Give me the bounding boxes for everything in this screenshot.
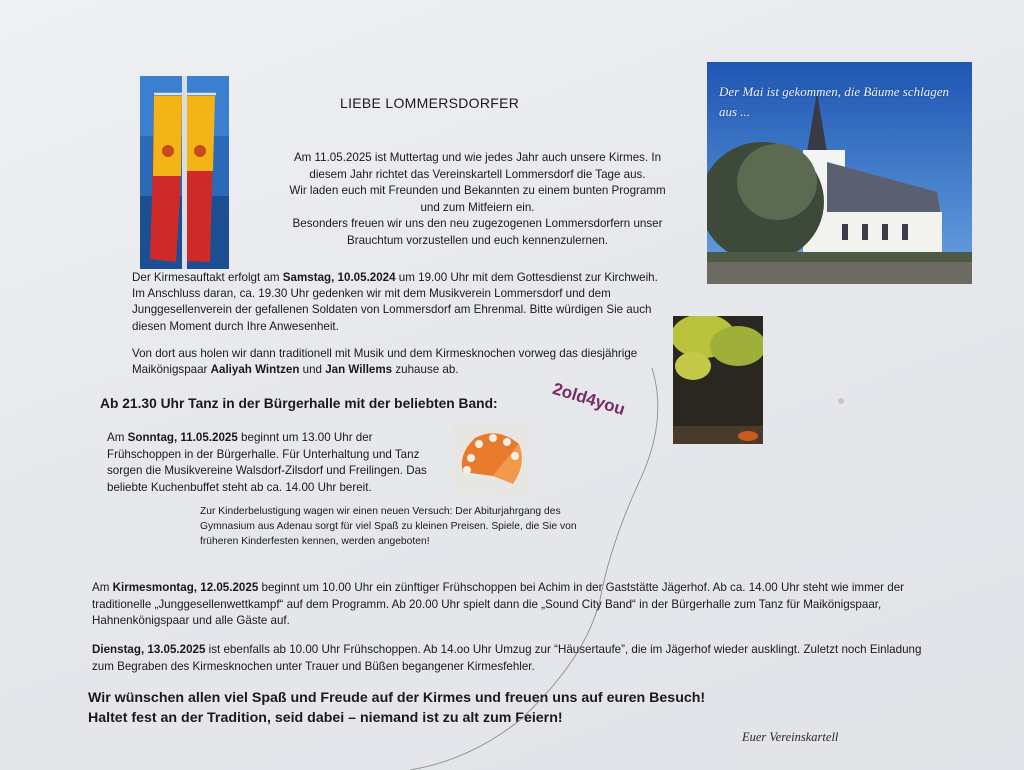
text-span: Am (107, 431, 128, 444)
dance-heading: Ab 21.30 Uhr Tanz in der Bürgerhalle mit der beliebten Band: (100, 396, 498, 411)
date-monday: Kirmesmontag, 12.05.2025 (112, 581, 259, 594)
kids-paragraph: Zur Kinderbelustigung wagen wir einen neuen Versuch: Der Abiturjahrgang des Gymnasium aus Adenau sorgt für viel Spaß zu kleinen Preisen. Spiele, die Sie von früheren Kinderfesten kennen, werden angeboten! (200, 506, 577, 547)
text-span: beginnt um 13.00 Uhr der Frühschoppen in der Bürgerhalle. Für Unterhaltung und Tanz sorgen die Musikvereine Walsdorf-Zilsdorf und Freilingen. Das beliebte Kuchenbuffet steht ab ca. 14.00 Uhr bereit. (107, 431, 427, 494)
closing-line: Haltet fest an der Tradition, seid dabei – niemand ist zu alt zum Feiern! (88, 710, 563, 726)
intro-line: Wir laden euch mit Freunden und Bekannten zu einem bunten Programm (289, 184, 666, 197)
kirmes-start-paragraph (132, 270, 672, 335)
band-name: 2old4you (550, 379, 628, 419)
flags-image (140, 76, 229, 269)
text-span: Von dort aus holen wir dann traditionell mit Musik und dem Kirmesknochen vorweg das diesjährige Maikönigspaar (132, 347, 638, 377)
text-span: zuhause ab. (392, 363, 459, 377)
intro-line: und zum Mitfeiern ein. (420, 200, 535, 214)
name-queen: Aaliyah Wintzen (210, 363, 300, 377)
tree-image (673, 316, 763, 444)
text-span: um 19.00 Uhr mit dem Gottesdienst zur Kirchweih. Im Anschluss daran, ca. 19.30 Uhr gedenken wir mit dem Musikverein Lommersdorf und dem Junggesellenverein der gefallenen Soldaten von Lommersdorf am Ehrenmal. Bitte würdigen Sie auch diesen Moment durch Ihre Anwesenheit. (132, 271, 658, 333)
signature: Euer Vereinskartell (742, 730, 839, 744)
intro-line: Brauchtum vorzustellen und euch kennenzulernen. (346, 233, 609, 247)
intro-line: Besonders freuen wir uns den neu zugezogenen Lommersdorfern unser (292, 217, 663, 230)
intro-text (255, 150, 700, 249)
tuesday-paragraph (92, 642, 922, 675)
text-span: beginnt um 10.00 Uhr ein zünftiger Frühschoppen bei Achim in der Gaststätte Jägerhof. Ab ca. 14.00 Uhr steht wie immer der traditionelle „Junggesellenwettkampf“ auf dem Programm. Ab 20.00 Uhr spielt dann die „Sound City Band“ in der Bürgerhalle zum Tanz für Maikönigspaar, Hahnenkönigspaar und alle Gäste auf. (92, 581, 905, 628)
text-span: Der Kirmesauftakt erfolgt am (132, 271, 283, 284)
text-span: Am (92, 581, 113, 594)
text-span: und (299, 363, 326, 377)
sunday-paragraph (107, 430, 442, 496)
page-title: LIEBE LOMMERSDORFER (340, 95, 520, 111)
closing-text (88, 688, 908, 728)
intro-line: diesem Jahr richtet das Vereinskartell Lommersdorf die Tage aus. (309, 167, 646, 181)
name-king: Jan Willems (325, 363, 393, 377)
monday-paragraph (92, 580, 922, 630)
text-span: ist ebenfalls ab 10.00 Uhr Frühschoppen. Ab 14.oo Uhr Umzug zur “Häusertaufe”, die im Jägerhof wieder ausklingt. Zuletzt noch Einladung zum Begraben des Kirmesknochen unter Trauer und Büßen begangener Kirmesfehler. (92, 643, 922, 673)
closing-line: Wir wünschen allen viel Spaß und Freude auf der Kirmes und freuen uns auf euren Besuch! (88, 690, 706, 706)
date-saturday: Samstag, 10.05.2024 (282, 271, 396, 284)
church-caption: Der Mai ist gekommen, die Bäume schlagen aus ... (719, 84, 949, 119)
maikoenigspaar-paragraph (132, 346, 652, 378)
cake-image (453, 424, 529, 494)
paper-speck (838, 398, 844, 404)
intro-line: Am 11.05.2025 ist Muttertag und wie jedes Jahr auch unsere Kirmes. In (293, 151, 662, 164)
date-sunday: Sonntag, 11.05.2025 (127, 431, 238, 444)
date-tuesday: Dienstag, 13.05.2025 (92, 643, 206, 656)
